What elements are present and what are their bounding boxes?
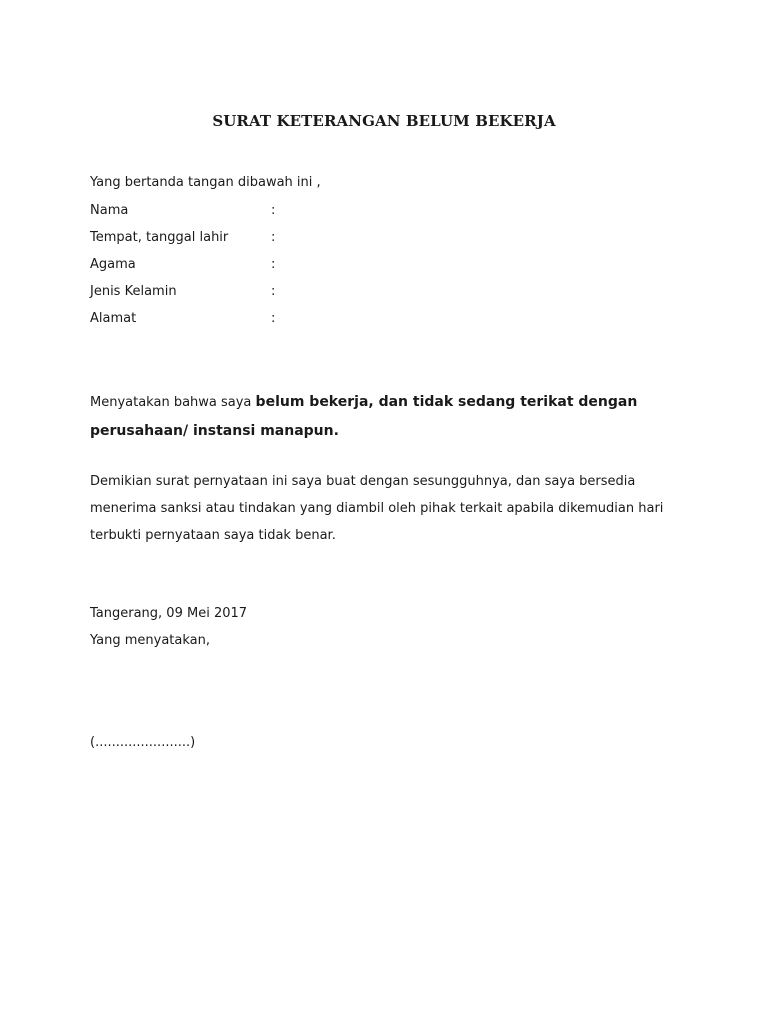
field-separator: : <box>271 230 276 245</box>
closing-line: terbukti pernyataan saya tidak benar. <box>90 528 336 543</box>
statement-paragraph <box>90 388 690 445</box>
closing-line: Demikian surat pernyataan ini saya buat dengan sesungguhnya, dan saya bersedia <box>90 474 636 489</box>
field-separator: : <box>271 257 276 272</box>
field-separator: : <box>271 284 276 299</box>
field-label-nama: Nama <box>90 203 129 218</box>
statement-bold-line2: perusahaan/ instansi manapun. <box>90 423 339 439</box>
field-label-jenis-kelamin: Jenis Kelamin <box>90 284 177 299</box>
place-date: Tangerang, 09 Mei 2017 <box>90 606 248 621</box>
field-label-agama: Agama <box>90 257 136 272</box>
field-label-tempat-tanggal-lahir: Tempat, tanggal lahir <box>90 230 229 245</box>
signature-placeholder: (.......................) <box>90 735 196 750</box>
statement-bold-line1: belum bekerja, dan tidak sedang terikat dengan <box>255 394 638 410</box>
document-title: SURAT KETERANGAN BELUM BEKERJA <box>212 112 556 130</box>
field-separator: : <box>271 203 276 218</box>
closing-line: menerima sanksi atau tindakan yang diambil oleh pihak terkait apabila dikemudian hari <box>90 501 664 516</box>
closing-paragraph <box>90 468 690 549</box>
intro-text: Yang bertanda tangan dibawah ini , <box>90 175 321 190</box>
field-label-alamat: Alamat <box>90 311 137 326</box>
field-separator: : <box>271 311 276 326</box>
statement-prefix: Menyatakan bahwa saya <box>90 395 256 410</box>
signer-label: Yang menyatakan, <box>90 633 211 648</box>
